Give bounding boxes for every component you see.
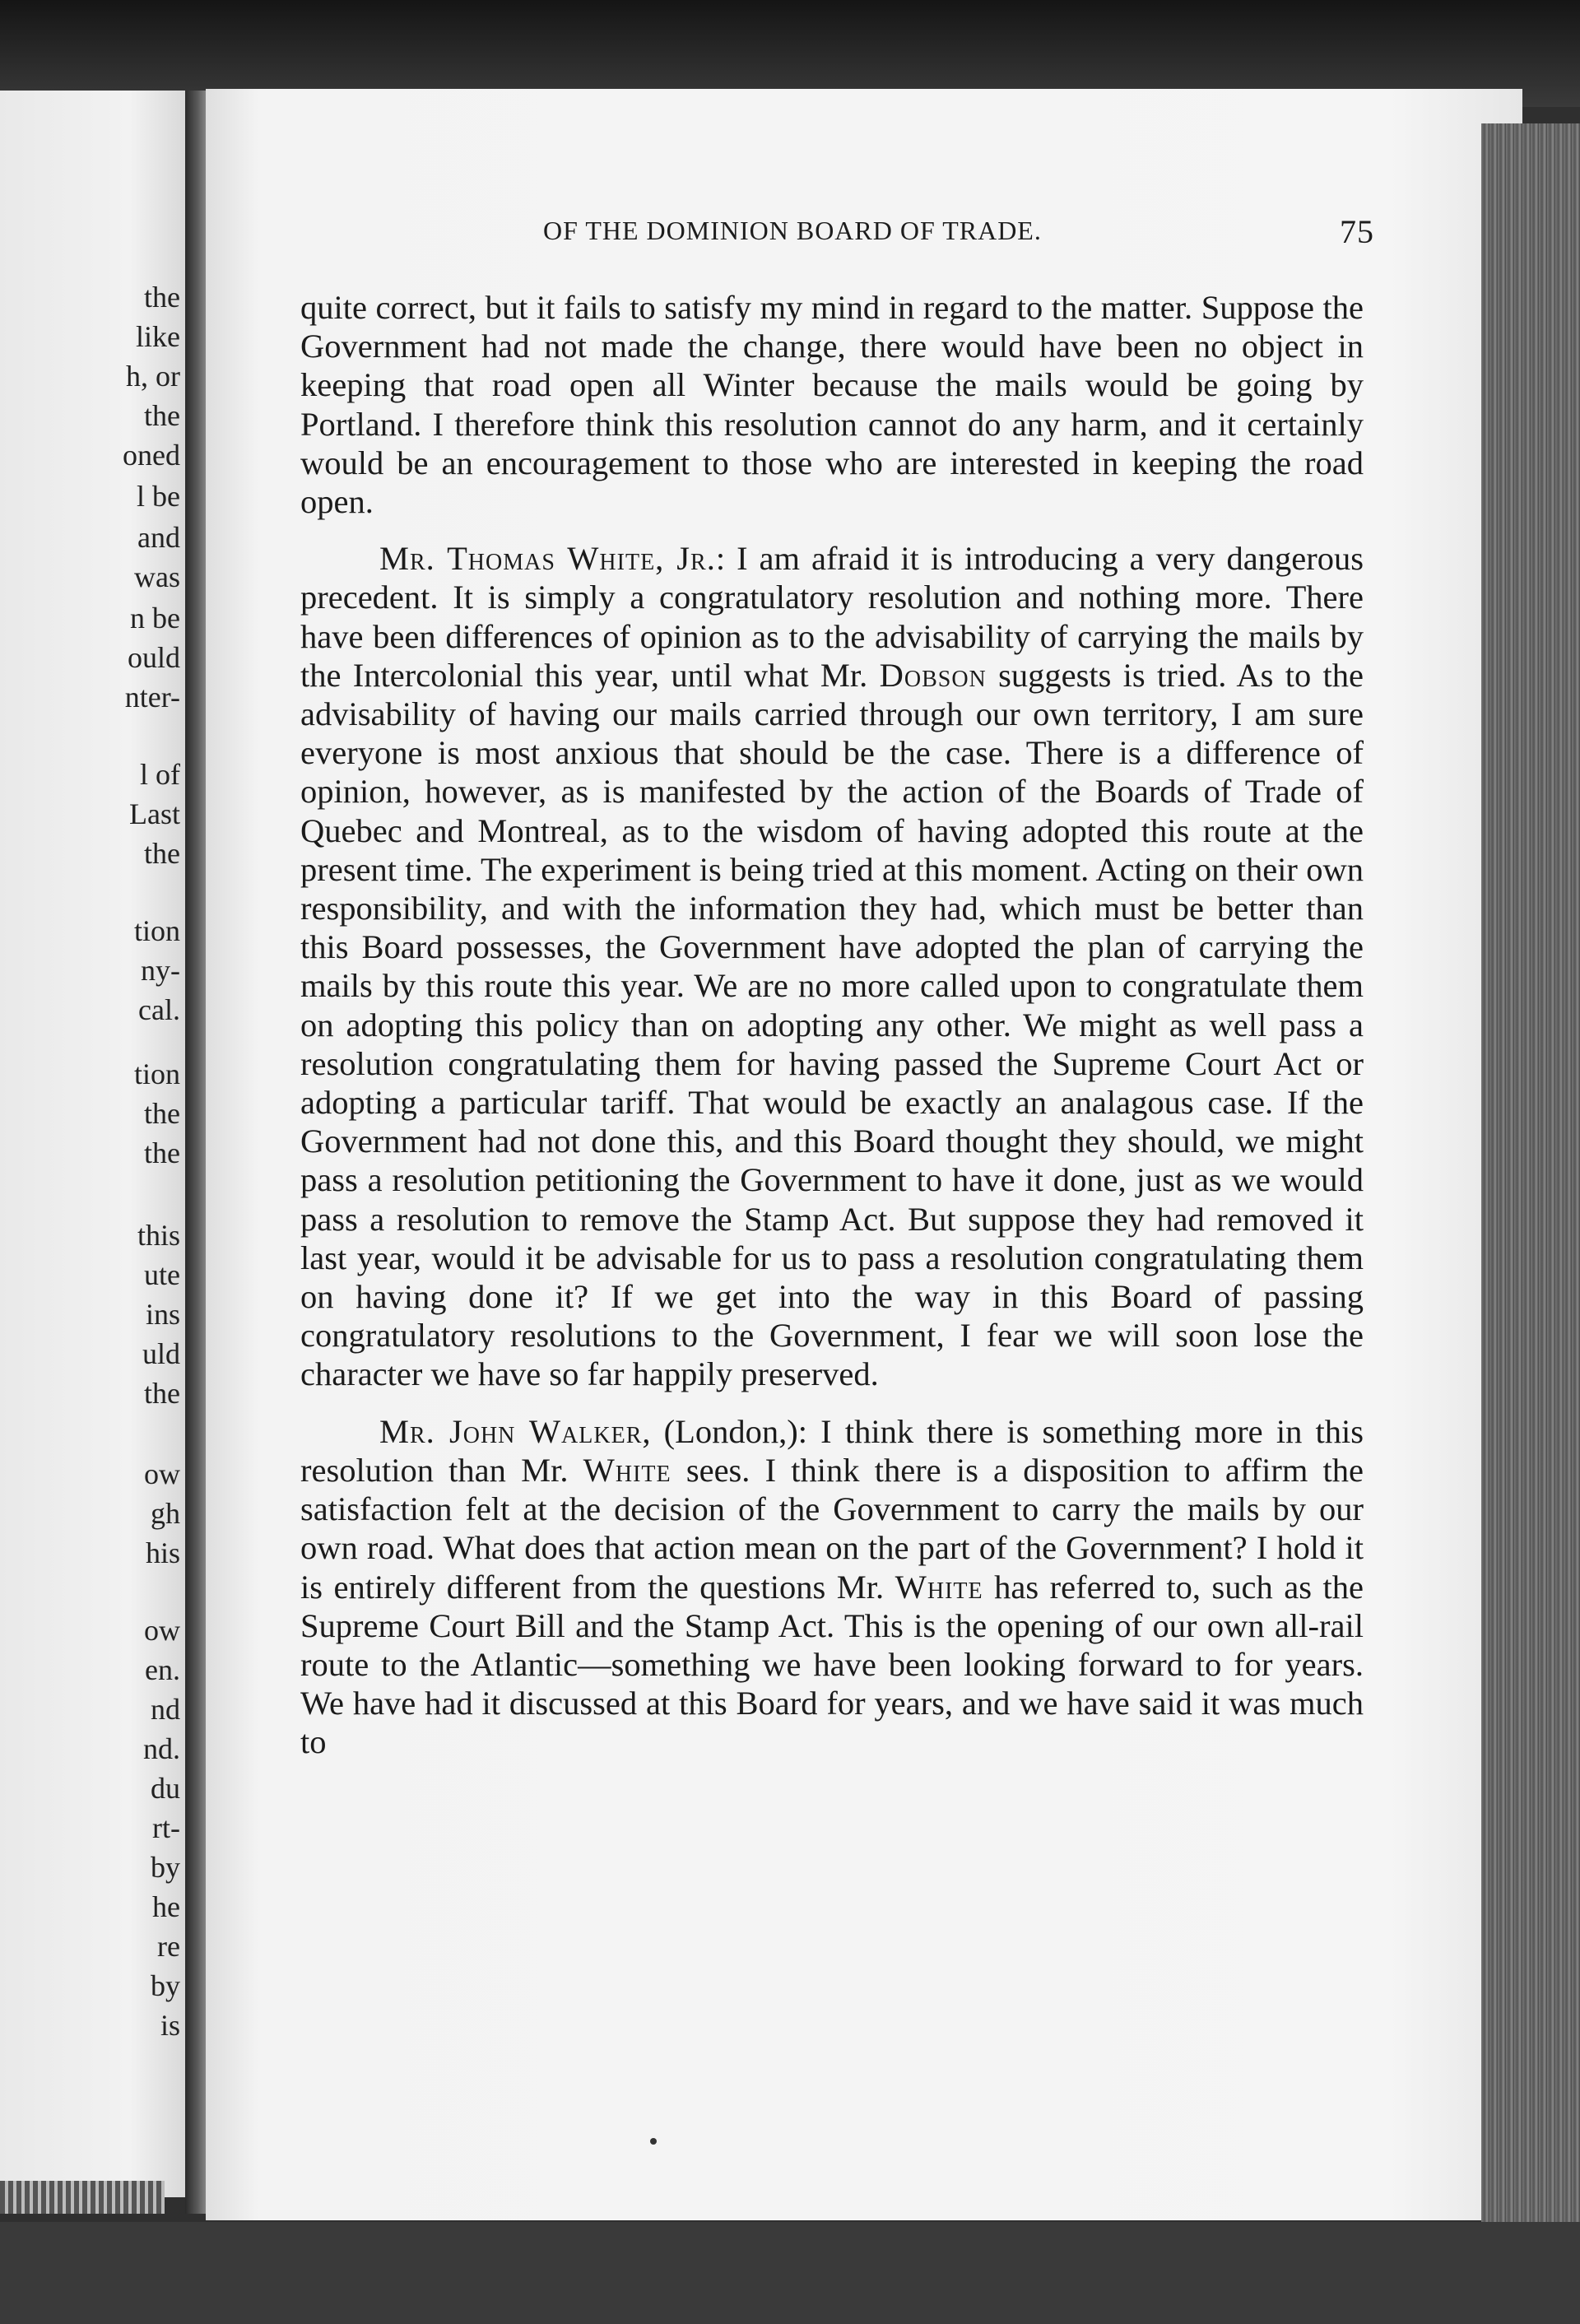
left-page-bottom-edge — [0, 2181, 165, 2214]
paragraph-white — [300, 539, 1364, 1393]
running-header — [304, 213, 1374, 257]
left-fragment: ute — [144, 1258, 180, 1291]
paragraph-text: sees. I think there is a disposition to affirm the satisfaction felt at the decision of the Government to carry the mails by our own road. What does that action mean on the part of the Government? I hold it is entirely different from the questions Mr. — [300, 1451, 1364, 1606]
left-fragment: ould — [127, 641, 180, 674]
paragraph-text: suggests is tried. As to the advisability of having our mails carried through our own territory, I am sure everyone is most anxious that should be the case. There is a difference of opinion, however, as is manifested by the action of the Boards of Trade of Quebec and Montreal, as to the wisdom of having adopted this route at the present time. The experiment is being tried at this moment. Acting on their own responsibility, and with the information they had, which must be better than this Board possesses, the Government have adopted the plan of carrying the mails by this route this year. We are no more called upon to congratulate them on adopting this policy than on adopting any other. We might as well pass a resolution congratulating them for having passed the Supreme Court Act or adopting a particular tariff. That would be exactly an analagous case. If the Government had not done this, and this Board thought they should, we might pass a resolution petitioning the Government to have it done, just as we would pass a resolution to remove the Stamp Act. But suppose they had removed it last year, would it be advisable for us to pass a resolution congratulating them on having done it? If we get into the way in this Board of passing congratulatory resolutions to the Government, I fear we will soon lose the character we have so far happily preserved. — [300, 656, 1364, 1393]
left-fragment: uld — [142, 1337, 180, 1370]
page-number: 75 — [1340, 213, 1374, 250]
left-fragment: ow — [144, 1614, 180, 1647]
left-fragment: h, or — [126, 360, 180, 393]
left-fragment: ins — [145, 1298, 180, 1331]
referenced-name: Dobson — [879, 656, 987, 694]
left-fragment: the — [144, 837, 180, 870]
left-fragment: the — [144, 1377, 180, 1410]
background-bottom — [0, 2222, 1580, 2324]
left-fragment: ow — [144, 1457, 180, 1490]
left-fragment: oned — [123, 439, 180, 472]
page-stack-edge — [1481, 123, 1580, 2222]
left-fragment: the — [144, 399, 180, 432]
page-body — [300, 288, 1364, 1762]
running-title: OF THE DOMINION BOARD OF TRADE. — [543, 216, 1042, 245]
speaker-name: Mr. Thomas White, Jr. — [379, 540, 716, 578]
speaker-name: Mr. John Walker — [379, 1412, 643, 1450]
left-fragment: was — [134, 560, 180, 593]
left-fragment: l of — [140, 758, 180, 791]
left-fragment: Last — [129, 797, 180, 830]
left-fragment: tion — [133, 914, 180, 947]
paragraph-text: quite correct, but it fails to satisfy my mind in regard to the matter. Suppose the Government had not made the change, there would have been no object in keeping that road open all Winter because the mails would be going by Portland. I therefore think this resolution cannot do any harm, and it certainly would be an encouragement to those who are interested in keeping the road open. — [300, 289, 1364, 521]
left-fragment: nd. — [143, 1732, 180, 1765]
left-fragment: cal. — [138, 993, 180, 1026]
page-speck — [650, 2138, 657, 2145]
left-fragment: the — [144, 281, 180, 314]
left-fragment: his — [145, 1536, 180, 1569]
paragraph-walker — [300, 1412, 1364, 1762]
left-fragment: by — [151, 1851, 180, 1884]
paragraph-text: has referred to, such as the Supreme Court Bill and the Stamp Act. This is the opening of our own all-rail route to the Atlantic—something we have been looking forward to for years. We have had it discussed at this Board for years, and we have said it was much to — [300, 1568, 1364, 1761]
paragraph-continuation — [300, 288, 1364, 521]
left-fragment: re — [157, 1930, 180, 1963]
left-fragment: tion — [133, 1057, 180, 1090]
left-fragment: rt- — [152, 1811, 180, 1844]
paragraph-text: : I am afraid it is introducing a very dangerous precedent. It is simply a congratulatory resolution and nothing more. There have been differences of opinion as to the advisability of carrying the mails by the Intercolonial this year, until what Mr. — [300, 540, 1364, 694]
left-fragment: nter- — [124, 681, 180, 713]
left-page-edge — [0, 91, 185, 2197]
left-fragment: this — [137, 1219, 180, 1252]
left-fragment: gh — [151, 1497, 180, 1530]
left-fragment: he — [152, 1890, 180, 1923]
left-fragment: and — [137, 521, 180, 554]
referenced-name: White — [583, 1451, 672, 1489]
left-fragment: l be — [137, 480, 180, 513]
left-fragment: en. — [145, 1653, 180, 1686]
left-fragment: nd — [151, 1693, 180, 1726]
left-fragment: n be — [130, 602, 180, 634]
left-fragment: the — [144, 1097, 180, 1130]
paragraph-text: , (London,): I think there is something more in this resolution than Mr. — [300, 1412, 1364, 1489]
left-fragment: by — [151, 1969, 180, 2002]
left-fragment: is — [160, 2009, 180, 2042]
referenced-name: White — [895, 1568, 983, 1606]
left-fragment: ny- — [141, 954, 180, 987]
left-fragment: du — [151, 1772, 180, 1805]
left-fragment: like — [136, 320, 180, 353]
left-fragment: the — [144, 1136, 180, 1169]
